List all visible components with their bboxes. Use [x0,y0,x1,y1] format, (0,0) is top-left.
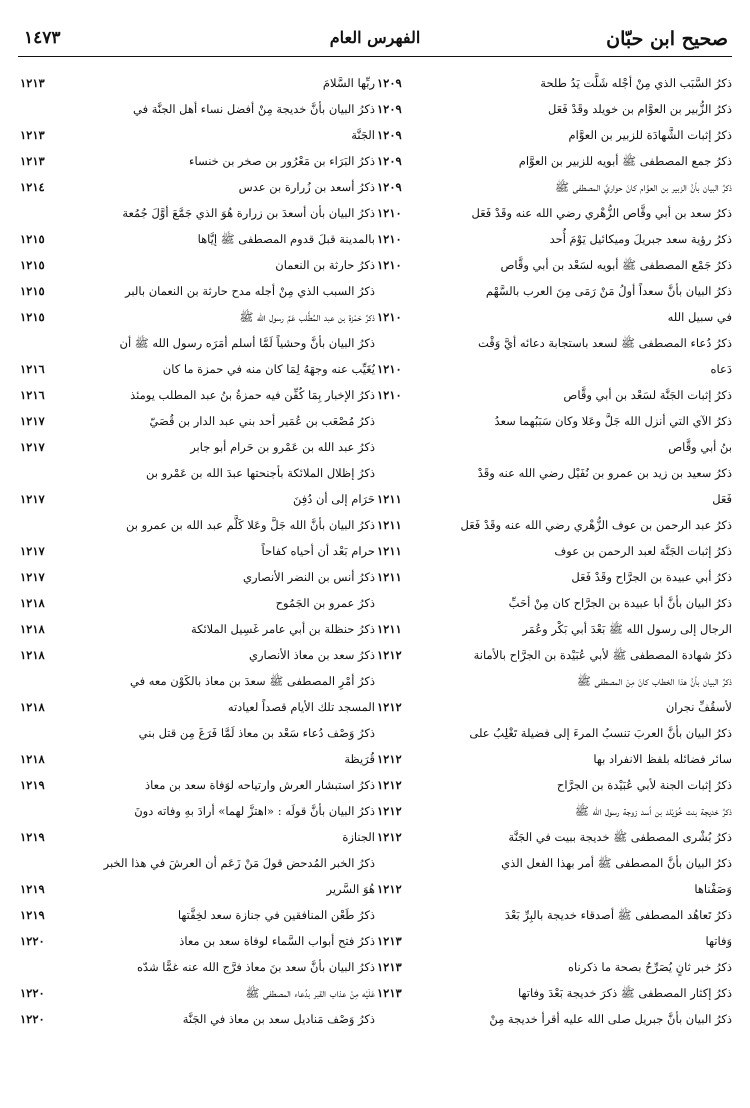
entry-page-number: ١٢١٠ [377,258,402,272]
entry-title: ذكرُ أنس بن النضر الأنصاري [242,570,375,584]
entry-title: ذكرُ عمرو بن الجَمُوح [275,596,375,610]
entry-title: ذكرُ البيان بأنَّ الزبير بن العوَّام كانَ حواريَّ المصطفى ﷺ [555,180,732,194]
entry-page-number: ١٢١٥ [20,258,45,272]
entry-page-number: ١٢١٣ [20,128,45,142]
entry-title: ذكرُ رؤية سعد جبريلَ وميكائيل يَوْمَ أُحد [549,232,732,246]
index-entry [375,798,732,824]
entry-title: ذكرُ خبر ثانٍ يُصَرِّحُ بصحة ما ذكرناه [568,960,732,974]
entry-title: ذكرُ إثبات الجَنَّة لسَعْد بن أبي وقَّاص [563,388,732,402]
page-number: ١٤٧٣ [24,28,61,48]
entry-page-number: ١٢٠٩ [377,102,402,116]
entry-title: ربِّها السَّلامَ [322,76,375,90]
entry-title: ذكرُ حارثة بن النعمان [275,258,375,272]
entry-title: ذكرُ سعد بن معاذ الأنصاري [248,648,375,662]
entry-title: ذكرُ أبي عبيدة بن الجرَّاح وقَدْ فَعَل [571,570,732,584]
entry-title: الجنازة [342,830,375,844]
entry-title: هُوَ السَّرير [326,882,375,896]
index-entry [375,174,732,200]
entry-page-number: ١٢١٤ [20,180,45,194]
entry-title: ذكرُ عبد الرحمن بن عوف الزُّهْري رضي الله عنه وقَدْ فَعَل [460,518,732,532]
index-entry [18,226,375,252]
entry-title: ذكرُ جمع المصطفى ﷺ أبويه للزبير بن العوَّام [518,154,732,168]
index-entry [18,954,375,980]
index-entry [375,408,732,434]
entry-page-number: ١٢١١ [377,622,402,636]
index-entry [18,486,375,512]
entry-title: الرجال إلى رسول الله ﷺ بَعْدَ أبي بَكْر وعُمَر [522,622,732,636]
index-entry [375,824,732,850]
index-entry [18,928,375,954]
entry-title: حَرَام إلى أن دُفِنَ [292,492,375,506]
entry-page-number: ١٢١٨ [20,648,45,662]
entry-title: ذكرُ مُصْعَب بن عُمَير أحد بني عبد الدار بن قُصَيّ [149,414,375,428]
entry-title: وَصَفْناها [694,882,732,896]
index-entry [18,70,375,96]
index-entry [18,512,375,538]
entry-title: ذكرُ أسعد بن زُرارة بن عدس [238,180,375,194]
index-entry [375,954,732,980]
entry-page-number: ١٢١٢ [377,648,402,662]
entry-page-number: ١٢١٢ [377,700,402,714]
index-entry [375,538,732,564]
entry-title: عَلَيْه مِنْ عذاب القبر بدُعاء المصطفى ﷺ [245,986,375,1000]
index-entry [375,616,732,642]
index-entry [18,408,375,434]
entry-page-number: ١٢١٥ [20,284,45,298]
entry-title: يُغَيِّب عنه وجهَهُ لِمَا كان منه في حمزة ما كان [162,362,375,376]
index-column-left [18,70,375,1032]
index-entry [375,850,732,876]
index-entry [18,304,375,330]
index-entry [375,278,732,304]
index-column-right [375,70,732,1032]
entry-title: ذكرُ البيان بأنَّ العربَ تنسبُ المرءَ إلى فضيلة تَغْلِبُ على [469,726,732,740]
entry-page-number: ١٢٢٠ [20,1012,45,1026]
entry-page-number: ١٢١٩ [20,830,45,844]
entry-title: ذكرُ البيان بأنَّ سعد بنَ معاذ فرَّج الله عنه غمًّا شدّه [136,960,375,974]
index-entry [375,252,732,278]
entry-page-number: ١٢١٧ [20,570,45,584]
index-entry [18,850,375,876]
entry-page-number: ١٢١٣ [20,76,45,90]
entry-title: ذكرُ تَعاهُد المصطفى ﷺ أصدقاء خديجة بالبِرِّ بَعْدَ [504,908,732,922]
entry-page-number: ١٢١٣ [377,986,402,1000]
index-entry [18,356,375,382]
index-entry [18,96,375,122]
entry-title: ذكرُ البيان بأنَّ أبا عبيدة بن الجرَّاح كان مِنْ أحَبِّ [508,596,732,610]
entry-page-number: ١٢١٥ [20,310,45,324]
index-entry [18,330,375,356]
entry-title: ذكرُ إثبات الشَّهادَة للزبير بن العوَّام [568,128,732,142]
entry-page-number: ١٢١٢ [377,804,402,818]
entry-title: ذكرُ البيان بأنَّ الله جَلَّ وعَلا كَلَّم عبد الله بن عمرو بن [126,518,375,532]
index-entry [375,148,732,174]
entry-page-number: ١٢١٣ [377,960,402,974]
entry-title: ذكرُ البيان بأنَّ جبريل صلى الله عليه أقرأ خديجة مِنْ [489,1012,732,1026]
entry-title: بالمدينة قبلَ قدوم المصطفى ﷺ إيَّاها [197,232,375,246]
entry-title: سائر فضائله بلفظ الانفراد بها [593,752,732,766]
entry-page-number: ١٢١٧ [20,544,45,558]
index-entry [18,278,375,304]
entry-title: ذكرُ البيان بأنَّ سعداً أولُ مَنْ رَمَى مِنَ العرب بالسَّهْم [485,284,732,298]
entry-page-number: ١٢١٠ [377,310,402,324]
entry-page-number: ١٢١٧ [20,440,45,454]
index-entry [18,538,375,564]
entry-page-number: ١٢١٩ [20,882,45,896]
book-title: صحيح ابن حبّان [606,28,728,50]
entry-title: ذكرُ البيان بأنَّ خديجة مِنْ أفضل نساء أهل الجنَّة في [133,102,375,116]
entry-title: لأسقُفِّ نجران [665,700,732,714]
index-entry [375,746,732,772]
entry-title: ذكرُ عبد الله بن عَمْرو بن حَرام أبو جابر [190,440,375,454]
entry-page-number: ١٢٢٠ [20,934,45,948]
entry-title: دَعاه [710,362,732,376]
entry-page-number: ١٢١٣ [20,154,45,168]
index-entry [375,512,732,538]
index-entry [18,642,375,668]
entry-title: ذكرُ دُعاء المصطفى ﷺ لسعد باستجابة دعائه أيَّ وَقْت [478,336,732,350]
index-entry [18,122,375,148]
index-entry [375,330,732,356]
index-entry [18,902,375,928]
entry-title: ذكرُ الخبر المُدحض قولَ مَنْ زَعَم أن العرشَ في هذا الخبر [103,856,375,870]
index-entry [18,252,375,278]
entry-title: الجَنَّة [351,128,375,142]
index-entry [375,772,732,798]
entry-title: ذكرُ طَعْن المنافقين في جنازة سعد لخِفَّتها [177,908,375,922]
index-entry [375,928,732,954]
index-entry [18,772,375,798]
index-entry [18,460,375,486]
entry-title: ذكرُ وَصْف مَناديل سعد بن معاذ في الجَنَّة [182,1012,375,1026]
entry-title: وَفاتها [705,934,732,948]
index-entry [375,564,732,590]
entry-page-number: ١٢١٠ [377,388,402,402]
index-entry [18,694,375,720]
entry-page-number: ١٢١٧ [20,414,45,428]
index-entry [375,434,732,460]
entry-title: ذكرُ إكثار المصطفى ﷺ ذكرَ خديجة بَعْدَ وفاتها [518,986,732,1000]
entry-title: ذكرُ الآي التي أنزل الله جَلَّ وعَلا وكان سَبَبُهما سعدُ [494,414,732,428]
index-entry [18,148,375,174]
entry-title: ذكرُ السبب الذي مِنْ أجله مدح حارثة بن النعمان بالبر [125,284,375,298]
entry-title: بنُ أبي وقَّاص [668,440,732,454]
entry-title: ذكرُ سعيد بن زيد بن عمرو بن نُفَيْل رضي الله عنه وقَدْ [477,466,732,480]
entry-title: ذكرُ فتح أبواب السَّماء لوفاة سعد بن معاذ [179,934,375,948]
entry-title: قُرَيظة [344,752,375,766]
section-title: الفهرس العام [329,28,421,47]
index-entry [18,200,375,226]
entry-page-number: ١٢١٨ [20,622,45,636]
entry-page-number: ١٢١١ [377,518,402,532]
index-entry [375,122,732,148]
entry-title: ذكرُ الزُّبير بن العوَّام بن خويلد وقَدْ فَعَل [548,102,732,116]
index-entry [375,720,732,746]
index-entry [375,980,732,1006]
entry-page-number: ١٢٢٠ [20,986,45,1000]
entry-title: ذكرُ البَرَاء بن مَعْرُور بن صخر بن خنساء [189,154,375,168]
index-entry [375,1006,732,1032]
index-entry [18,980,375,1006]
entry-title: حرام بَعْد أن أحياه كفاحاً [261,544,375,558]
index-entry [375,304,732,330]
entry-title: ذكرُ البيان بأنَّ هذا الخطاب كانَ مِنَ المصطفى ﷺ [576,674,732,688]
index-entry [375,96,732,122]
index-entry [18,746,375,772]
index-entry [18,824,375,850]
index-entry [18,590,375,616]
entry-title: ذكرُ الإخبار بِمَا كُفِّن فيه حمزةُ بنُ عبد المطلب يومئذ [130,388,375,402]
index-entry [375,902,732,928]
index-entry [375,876,732,902]
entry-title: ذكرُ إثبات الجنة لأبي عُبَيْدة بن الجرَّاح [556,778,732,792]
entry-title: ذكرُ البيان بأنَّ المصطفى ﷺ أمر بهذا الفعل الذي [501,856,732,870]
entry-page-number: ١٢١٨ [20,752,45,766]
entry-title: ذكرُ إظلال الملائكة بأجنحتها عبدَ الله بن عَمْرو بن [145,466,375,480]
entry-title: ذكرُ البيان بأنَّ وحشياً لَمَّا أسلم أمَرَه رسول الله ﷺ أن [119,336,375,350]
index-entry [18,1006,375,1032]
index-entry [18,564,375,590]
index-entry [375,356,732,382]
entry-title: ذكرُ بُشْرى المصطفى ﷺ خديجة ببيت في الجَنَّة [508,830,732,844]
entry-page-number: ١٢١٢ [377,882,402,896]
entry-page-number: ١٢٠٩ [377,154,402,168]
entry-page-number: ١٢٠٩ [377,128,402,142]
entry-page-number: ١٢١٦ [20,388,45,402]
entry-page-number: ١٢١٢ [377,830,402,844]
entry-page-number: ١٢١١ [377,544,402,558]
entry-title: ذكرُ حَمْزة بن عبد المُطَّلب عَمِّ رسول الله ﷺ [239,310,375,324]
index-entry [18,174,375,200]
entry-title: ذكرُ البيان بأنَّ قولَه : «اهتزَّ لهما» أرادَ بهِ وفاته دونَ [134,804,375,818]
entry-page-number: ١٢١٨ [20,596,45,610]
entry-title: ذكرُ شهادة المصطفى ﷺ لأبي عُبَيْدة بن الجرَّاح بالأمانة [473,648,732,662]
entry-page-number: ١٢٠٩ [377,180,402,194]
index-entry [18,382,375,408]
entry-title: فَعَل [712,492,732,506]
index-entry [375,70,732,96]
entry-page-number: ١٢١١ [377,570,402,584]
entry-page-number: ١٢١٧ [20,492,45,506]
index-entry [18,798,375,824]
entry-title: ذكرُ استبشار العرش وارتياحه لوَفاة سعد بن معاذ [145,778,375,792]
entry-title: ذكرُ جَمْع المصطفى ﷺ أبويه لسَعْد بن أبي وقَّاص [500,258,732,272]
index-entry [375,460,732,486]
entry-title: المسجد تلك الأيام قصداً لعيادته [227,700,375,714]
entry-page-number: ١٢١٦ [20,362,45,376]
index-entry [375,200,732,226]
index-entry [18,720,375,746]
index-entry [18,616,375,642]
page-header [18,26,732,57]
entry-page-number: ١٢١٠ [377,362,402,376]
entry-page-number: ١٢١٢ [377,778,402,792]
index-entry [18,876,375,902]
index-entry [375,226,732,252]
entry-page-number: ١٢٠٩ [377,76,402,90]
entry-page-number: ١٢١٥ [20,232,45,246]
entry-title: ذكرُ حنظلة بن أبي عامر غَسِيل الملائكة [190,622,375,636]
entry-title: ذكرُ وَصْف دُعاء سَعْد بن معاذ لَمَّا فَرَغَ مِن قتل بني [138,726,375,740]
entry-title: في سبيل الله [667,310,732,324]
index-entry [18,434,375,460]
entry-page-number: ١٢١٣ [377,934,402,948]
entry-page-number: ١٢١٠ [377,206,402,220]
entry-title: ذكرُ سعد بن أبي وقَّاص الزُّهْري رضي الله عنه وقَدْ فَعَل [471,206,732,220]
entry-page-number: ١٢١٢ [377,752,402,766]
entry-title: ذكرُ أمْرِ المصطفى ﷺ سعدَ بن معاذ بالكَوْن معه في [130,674,375,688]
entry-title: ذكرُ إثبات الجَنَّة لعبد الرحمن بن عوف [554,544,732,558]
entry-page-number: ١٢١٩ [20,778,45,792]
entry-page-number: ١٢١١ [377,492,402,506]
index-entry [18,668,375,694]
index-entry [375,486,732,512]
entry-title: ذكرُ السَّبَب الذي مِنْ أجْله شَلَّت يَدُ طلحة [540,76,732,90]
entry-title: ذكرُ البيان بأن أسعدَ بن زرارة هُوَ الذي جَمَّعَ أوَّلَ جُمُعة [122,206,375,220]
index-entry [375,642,732,668]
index-entry [375,382,732,408]
entry-page-number: ١٢١٠ [377,232,402,246]
entry-title: ذكرُ خديجة بنت خُوَيْلد بن أسد زوجة رسول الله ﷺ [575,804,732,818]
entry-page-number: ١٢١٩ [20,908,45,922]
index-entry [375,694,732,720]
index-entry [375,668,732,694]
index-entry [375,590,732,616]
entry-page-number: ١٢١٨ [20,700,45,714]
